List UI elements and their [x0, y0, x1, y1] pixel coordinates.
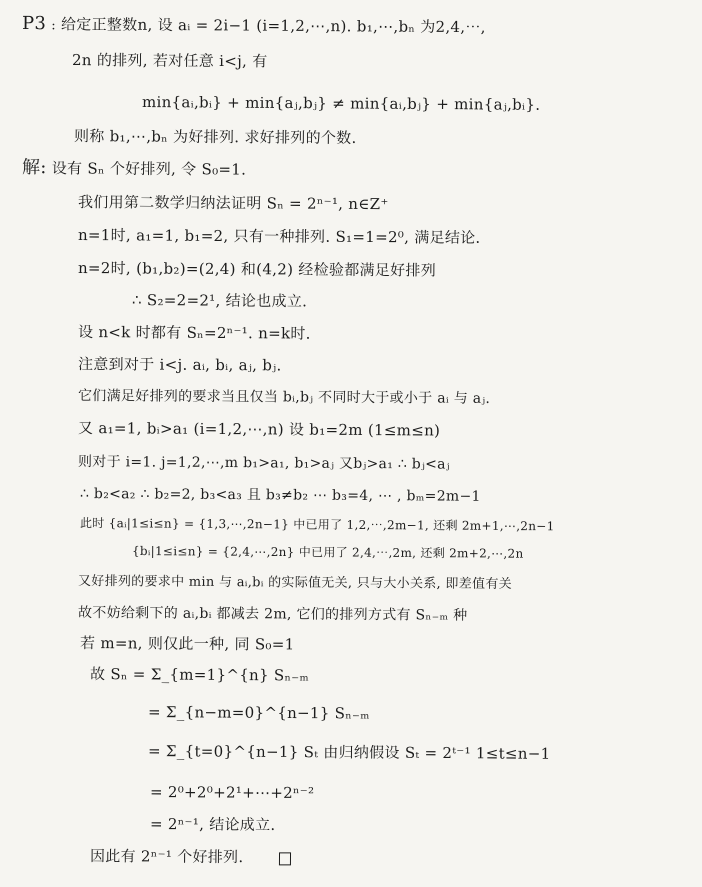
problem-line-2: 2n 的排列, 若对任意 i<j, 有	[71, 51, 268, 71]
solution-line-2: n=1时, a₁=1, b₁=2, 只有一种排列. S₁=1=2⁰, 满足结论.	[77, 226, 481, 247]
problem-line-4: 则称 b₁,⋯,bₙ 为好排列. 求好排列的个数.	[73, 127, 357, 147]
problem-label: P3	[21, 13, 47, 35]
solution-line-19: = 2⁰+2⁰+2¹+⋯+2ⁿ⁻²	[149, 783, 315, 803]
solution-label: 解:	[21, 157, 47, 179]
problem-line-1: P3 : 给定正整数n, 设 aᵢ = 2i−1 (i=1,2,⋯,n). b₁,⋯,bₙ 为2,4,⋯,	[21, 13, 486, 37]
solution-line-17: = Σ_{n−m=0}^{n−1} Sₙ₋ₘ	[147, 703, 370, 723]
solution-conclusion	[90, 846, 291, 867]
problem-condition: min{aᵢ,bᵢ} + min{aⱼ,bⱼ} ≠ min{aᵢ,bⱼ} + min{aⱼ,bᵢ}.	[141, 93, 541, 114]
problem-text-1: 给定正整数n, 设 aᵢ = 2i−1 (i=1,2,⋯,n). b₁,⋯,bₙ 为2,4,⋯,	[60, 15, 486, 37]
solution-line-8: 又 a₁=1, bᵢ>a₁ (i=1,2,⋯,n) 设 b₁=2m (1≤m≤n)	[77, 419, 441, 440]
conclusion-text: 因此有 2ⁿ⁻¹ 个好排列.	[89, 847, 244, 867]
solution-line-7: 它们满足好排列的要求当且仅当 bᵢ,bⱼ 不同时大于或小于 aᵢ 与 aⱼ.	[77, 388, 491, 407]
solution-line-15: 若 m=n, 则仅此一种, 同 S₀=1	[79, 634, 295, 654]
qed-box-icon	[278, 852, 290, 865]
solution-line-1: 我们用第二数学归纳法证明 Sₙ = 2ⁿ⁻¹, n∈Z⁺	[77, 193, 389, 214]
solution-line-16: 故 Sₙ = Σ_{m=1}^{n} Sₙ₋ₘ	[89, 665, 310, 685]
solution-line-9: 则对于 i=1. j=1,2,⋯,m b₁>a₁, b₁>aⱼ 又bⱼ>a₁ ∴ bⱼ<aⱼ	[77, 454, 450, 473]
solution-line-14: 故不妨给剩下的 aᵢ,bᵢ 都减去 2m, 它们的排列方式有 Sₙ₋ₘ 种	[77, 605, 468, 624]
solution-line-11: 此时 {aᵢ|1≤i≤n} = {1,3,⋯,2n−1} 中已用了 1,2,⋯,2m−1, 还剩 2m+1,⋯,2n−1	[79, 516, 555, 534]
solution-line-0	[22, 158, 246, 180]
solution-text-0: 设有 Sₙ 个好排列, 令 S₀=1.	[51, 159, 247, 179]
solution-line-10: ∴ b₂<a₂ ∴ b₂=2, b₃<a₃ 且 b₃≠b₂ ⋯ b₃=4, ⋯ , bₘ=2m−1	[79, 486, 481, 505]
solution-line-6: 注意到对于 i<j. aᵢ, bᵢ, aⱼ, bⱼ.	[77, 355, 282, 375]
solution-line-13: 又好排列的要求中 min 与 aᵢ,bᵢ 的实际值无关, 只与大小关系, 即差值有关	[77, 574, 512, 593]
solution-line-12: {bᵢ|1≤i≤n} = {2,4,⋯,2n} 中已用了 2,4,⋯,2m, 还剩 2m+2,⋯,2n	[131, 544, 524, 561]
solution-line-4: ∴ S₂=2=2¹, 结论也成立.	[131, 291, 308, 311]
solution-line-5: 设 n<k 时都有 Sₙ=2ⁿ⁻¹. n=k时.	[77, 323, 311, 343]
solution-line-20: = 2ⁿ⁻¹, 结论成立.	[149, 815, 276, 834]
solution-line-3: n=2时, (b₁,b₂)=(2,4) 和(4,2) 经检验都满足好排列	[77, 259, 437, 280]
solution-line-18: = Σ_{t=0}^{n−1} Sₜ 由归纳假设 Sₜ = 2ᵗ⁻¹ 1≤t≤n−1	[147, 742, 551, 763]
